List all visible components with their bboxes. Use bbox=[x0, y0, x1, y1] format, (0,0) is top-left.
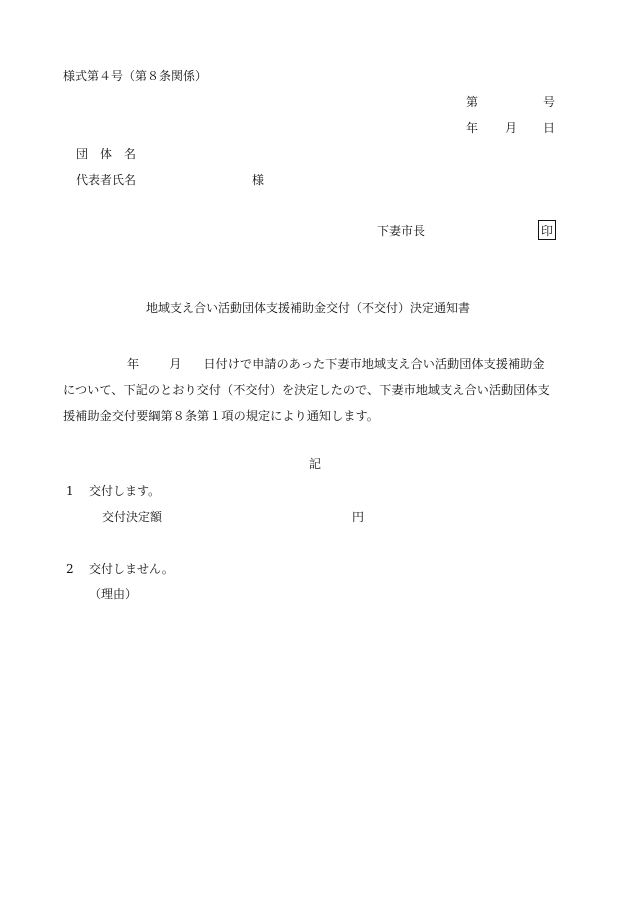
item-1-number: 1 bbox=[66, 484, 74, 498]
document-title: 地域支え合い活動団体支援補助金交付（不交付）決定通知書 bbox=[146, 301, 471, 315]
body-line-1 bbox=[63, 351, 559, 377]
issuer-name: 下妻市長 bbox=[377, 224, 426, 238]
item-2-label: 交付しません。 bbox=[89, 562, 174, 576]
body-line-1-rest: 日付けで申請のあった下妻市地域支え合い活動団体支援補助金 bbox=[203, 357, 545, 371]
form-number: 様式第４号（第８条関係） bbox=[63, 69, 208, 83]
amount-currency: 円 bbox=[352, 510, 365, 524]
doc-number-suffix: 号 bbox=[543, 95, 556, 109]
body-text bbox=[63, 351, 559, 429]
record-heading: 記 bbox=[309, 457, 322, 471]
body-line-3: 援補助金交付要綱第８条第１項の規定により通知します。 bbox=[63, 409, 379, 423]
body-date-year: 年 bbox=[127, 357, 140, 371]
date-day: 日 bbox=[543, 121, 556, 135]
body-line-2: について、下記のとおり交付（不交付）を決定したので、下妻市地域支え合い活動団体支 bbox=[63, 383, 550, 397]
item-2-number: 2 bbox=[66, 562, 74, 576]
honorific: 様 bbox=[252, 173, 265, 187]
item-1-label: 交付します。 bbox=[89, 484, 161, 498]
reason-label: （理由） bbox=[89, 587, 138, 601]
date-month: 月 bbox=[505, 121, 518, 135]
seal-text: 印 bbox=[540, 223, 553, 238]
seal-box bbox=[538, 220, 556, 240]
doc-number-prefix: 第 bbox=[466, 95, 479, 109]
amount-label: 交付決定額 bbox=[102, 510, 163, 524]
date-year: 年 bbox=[466, 121, 479, 135]
group-name-label: 団 体 名 bbox=[76, 147, 137, 161]
body-date-month: 月 bbox=[169, 357, 182, 371]
representative-label: 代表者氏名 bbox=[76, 173, 137, 187]
